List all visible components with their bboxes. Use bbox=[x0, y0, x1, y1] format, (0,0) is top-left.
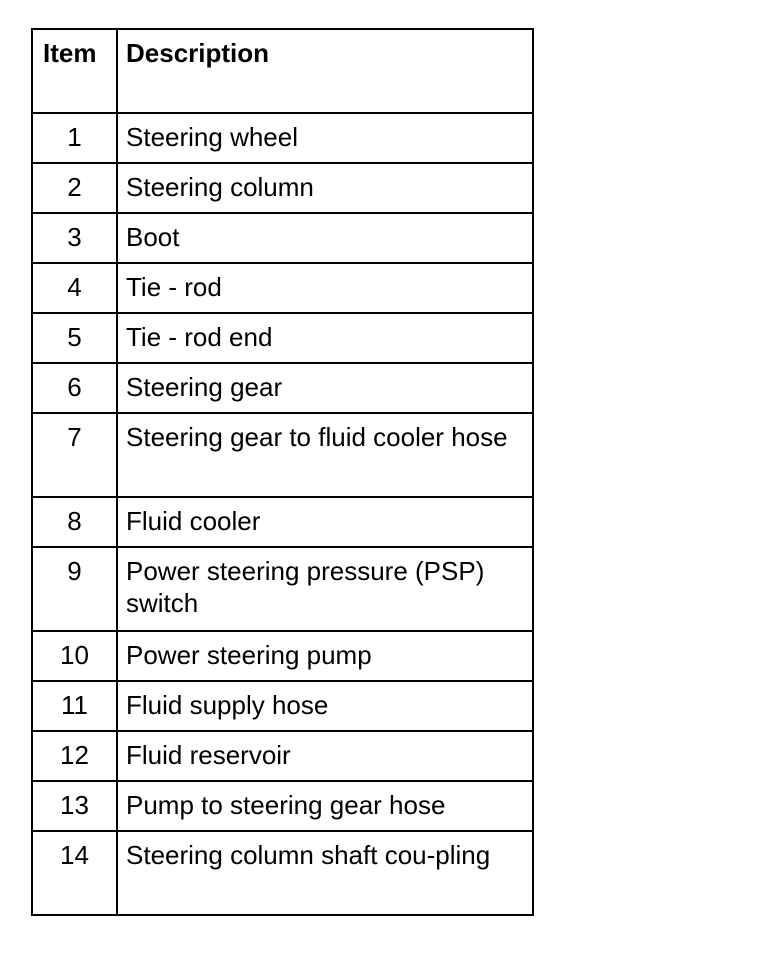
item-number: 5 bbox=[32, 313, 117, 363]
table-row bbox=[32, 681, 533, 731]
item-number: 2 bbox=[32, 163, 117, 213]
table-row bbox=[32, 781, 533, 831]
item-number: 14 bbox=[32, 831, 117, 915]
item-column-header: Item bbox=[32, 29, 117, 113]
table-row bbox=[32, 363, 533, 413]
item-description: Fluid supply hose bbox=[117, 681, 533, 731]
item-description: Steering gear to fluid cooler hose bbox=[117, 413, 533, 497]
description-column-header: Description bbox=[117, 29, 533, 113]
item-description: Fluid reservoir bbox=[117, 731, 533, 781]
table-row bbox=[32, 413, 533, 497]
item-number: 11 bbox=[32, 681, 117, 731]
item-description: Power steering pressure (PSP) switch bbox=[117, 547, 533, 631]
item-description: Steering column bbox=[117, 163, 533, 213]
item-number: 10 bbox=[32, 631, 117, 681]
table-row bbox=[32, 731, 533, 781]
table-header-row bbox=[32, 29, 533, 113]
item-description: Steering column shaft cou-pling bbox=[117, 831, 533, 915]
item-number: 12 bbox=[32, 731, 117, 781]
table-row bbox=[32, 163, 533, 213]
item-number: 6 bbox=[32, 363, 117, 413]
item-number: 4 bbox=[32, 263, 117, 313]
item-number: 7 bbox=[32, 413, 117, 497]
table-row bbox=[32, 497, 533, 547]
item-number: 1 bbox=[32, 113, 117, 163]
table-row bbox=[32, 631, 533, 681]
table-row bbox=[32, 113, 533, 163]
item-description: Pump to steering gear hose bbox=[117, 781, 533, 831]
item-number: 13 bbox=[32, 781, 117, 831]
table-row bbox=[32, 313, 533, 363]
table-row bbox=[32, 263, 533, 313]
table-row bbox=[32, 831, 533, 915]
table-row bbox=[32, 213, 533, 263]
item-number: 9 bbox=[32, 547, 117, 631]
item-description: Steering gear bbox=[117, 363, 533, 413]
item-number: 8 bbox=[32, 497, 117, 547]
item-description: Tie - rod bbox=[117, 263, 533, 313]
item-description: Fluid cooler bbox=[117, 497, 533, 547]
component-legend-table bbox=[31, 28, 534, 916]
item-description: Boot bbox=[117, 213, 533, 263]
item-description: Power steering pump bbox=[117, 631, 533, 681]
item-number: 3 bbox=[32, 213, 117, 263]
item-description: Steering wheel bbox=[117, 113, 533, 163]
item-description: Tie - rod end bbox=[117, 313, 533, 363]
table-row bbox=[32, 547, 533, 631]
